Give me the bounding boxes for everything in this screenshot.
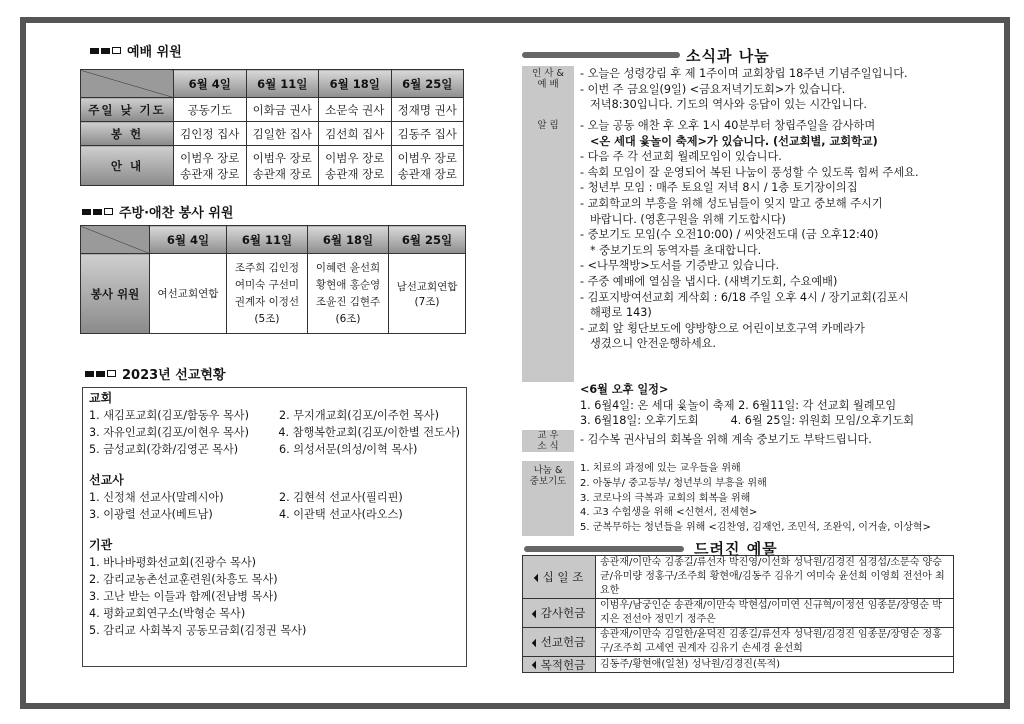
- list-item: 1. 신정채 선교사(말레시아): [89, 491, 224, 504]
- list-item: 4. 참행복한교회(김포/이한별 전도사): [278, 426, 460, 439]
- kitchen-header: 6월 11일: [226, 226, 307, 254]
- announce-text: - 오늘 공동 애찬 후 오후 1시 40분부터 창립주일을 감사하며 <온 세대 윷놀이 축제>가 있습니다. (선교회별, 교회학교) - 다음 주 각 선교회 월례모임이 있습니다. - 속회 모임이 잘 운영되어 복된 나눔이 풍성할 수 있도록 힘써 주세요. - 청년부 모임 : 매주 토요일 저녁 8시 / 1층 토기장이의집 - 교회학교의 부흥을 위해 성도님들이 잊지 말고 중보해 주시기 바랍니다. (영혼구원을 위해 기도합시다) - 중보기도 모임(수 오전10:00) / 씨앗전도대 (금 오후12:40) * 중보기도의 동역자를 초대합니다. - <나무책방>도서를 기증받고 있습니다. - 주중 예배에 열심을 냅시다. (새벽기도회, 수요예배) - 김포지방여선교회 게삭회 : 6/18 주일 오후 4시 / 장기교회(김포시 해평로 143) - 교회 앞 횡단보도에 양방향으로 어린이보호구역 카메라가 생겼으니 안전운행하세요.: [580, 119, 919, 351]
- worship-header: 6월 4일: [174, 70, 247, 98]
- kitchen-header: 6월 18일: [307, 226, 388, 254]
- kitchen-table: 6월 4일 6월 11일 6월 18일 6월 25일 봉사 위원 여선교회연합 조주희 김인정 여미숙 구선미 권계자 이정선 (5조) 이혜련 윤선희 황현애 홍순영 조윤진 김현주 (6조) 남선교회연합 (7조): [80, 225, 466, 334]
- title-bar: [524, 546, 684, 552]
- worship-section-title: 예배 위원: [90, 41, 182, 60]
- list-item: 5. 감리교 사회복지 공동모금회(김정권 목사): [89, 624, 307, 637]
- member-text: - 김수복 권사님의 회복을 위해 계속 중보기도 부탁드립니다.: [580, 433, 872, 446]
- mission-box: 교회 1. 새김포교회(김포/함동우 목사) 2. 무지개교회(김포/이주헌 목사) 3. 자유인교회(김포/이현우 목사) 4. 참행복한교회(김포/이한별 전도사) 5. 금성교회(강화/김영곤 목사) 6. 의성서문(의성/이혁 목사) 선교사 1. 신정채 선교사(말레시아) 2. 김현석 선교사(필리핀) 3. 이광렬 선교사(베트남) 4. 이관택 선교사(라오스) 기관 1. 바나바평화선교회(진광수 목사) 2. 감리교농촌선교훈련원(차흥도 목사) 3. 고난 받는 이들과 함께(전남병 목사) 4. 평화교회연구소(박형순 목사) 5. 감리교 사회복지 공동모금회(김정권 목사): [82, 387, 467, 667]
- news-section: [522, 66, 950, 538]
- list-item: 1. 바나바평화선교회(진광수 목사): [89, 556, 257, 569]
- label-prayer: 나눔 & 중보기도: [522, 461, 574, 536]
- row-label: 주일 낮 기도: [81, 98, 174, 122]
- list-item: 2. 무지개교회(김포/이주헌 목사): [279, 409, 439, 422]
- list-item: 2. 김현석 선교사(필리핀): [279, 491, 403, 504]
- list-item: 1. 새김포교회(김포/함동우 목사): [89, 409, 249, 422]
- list-item: 5. 금성교회(강화/김영곤 목사): [89, 443, 239, 456]
- bullet-icon: [532, 638, 540, 646]
- kitchen-header: 6월 25일: [389, 226, 466, 254]
- label-member: 교 우 소 식: [522, 430, 574, 452]
- worship-header: 6월 11일: [246, 70, 319, 98]
- section-marker-icon: [82, 208, 113, 215]
- bullet-icon: [532, 661, 540, 669]
- worship-header: 6월 25일: [391, 70, 464, 98]
- kitchen-header: 6월 4일: [150, 226, 227, 254]
- list-item: 4. 평화교회연구소(박형순 목사): [89, 607, 246, 620]
- worship-header: 6월 18일: [319, 70, 392, 98]
- section-marker-icon: [85, 370, 116, 377]
- row-label: 봉 헌: [81, 122, 174, 146]
- row-label: 봉사 위원: [81, 254, 150, 334]
- label-announce: 알 림: [537, 120, 559, 131]
- list-item: 6. 의성서문(의성/이혁 목사): [279, 443, 418, 456]
- section-marker-icon: [90, 47, 121, 54]
- bullet-icon: [532, 609, 540, 617]
- row-label: 안 내: [81, 146, 174, 186]
- schedule-text: <6월 오후 일정> 1. 6월4일: 온 세대 윷놀이 축제 2. 6월11일: 각 선교회 월례모임 3. 6월18일: 오후기도회 4. 6월 25일: 위원회 모임/오후기도회: [580, 383, 915, 428]
- welcome-text: - 오늘은 성령강림 후 제 1주이며 교회창립 18주년 기념주일입니다. - 이번 주 금요일(9일) <금요저녁기도회>가 있습니다. 저녁8:30입니다. 기도의 역사와 응답이 있는 시간입니다.: [580, 67, 908, 112]
- kitchen-section-title: 주방·애찬 봉사 위원: [82, 202, 233, 221]
- list-item: 2. 감리교농촌선교훈련원(차흥도 목사): [89, 573, 278, 586]
- label-welcome: 인 사 & 예 배: [532, 68, 564, 90]
- mission-section-title: 2023년 선교현황: [85, 364, 226, 383]
- list-item: 3. 고난 받는 이들과 함께(전남병 목사): [89, 590, 278, 603]
- worship-table: 6월 4일 6월 11일 6월 18일 6월 25일 주일 낮 기도 공동기도 이화금 권사 소문숙 권사 정재명 권사 봉 헌 김인정 집사 김일한 집사 김선희 집사 김동주 집사 안 내 이범우 장로 송관재 장로 이범우 장로 송관재 장로 이범우 장로 송관재 장로 이범우 장로 송관재 장로: [80, 69, 464, 186]
- offerings-title: 드려진 예물: [694, 540, 778, 558]
- list-item: 3. 자유인교회(김포/이현우 목사): [89, 426, 249, 439]
- prayer-text: 1. 치료의 과정에 있는 교우들을 위해 2. 아동부/ 중고등부/ 청년부의 부흥을 위해 3. 코로나의 극복과 교회의 회복을 위해 4. 고3 수험생을 위해 <신현서, 전세현> 5. 군복무하는 청년들을 위해 <김찬영, 김재언, 조민석, 조완익, 이거솔, 이상혁>: [580, 463, 931, 534]
- news-title: 소식과 나눔: [686, 47, 770, 65]
- offerings-table: 십 일 조 송관재/이만숙 김종길/류선자 박진영/이선화 성낙원/김경진 심경섭/소문숙 양승균/유미량 정홍구/조주희 황현애/김동주 김유기 여미숙 윤선희 이영희 전선아 최요한 감사헌금 이범우/남궁인순 송관재/이만숙 박현섭/이미연 신규혁/이정선 임종문/장영순 박지은 전선아 정민기 정주은 선교헌금 송관재/이만숙 김일한/윤덕진 김종길/류선자 성낙원/김경진 임종문/장영순 정홍구/조주희 고세연 권계자 김유기 손세경 윤선희 목적헌금 김동주/황현애(일천) 성낙원/김경진(목적): [522, 555, 954, 673]
- list-item: 3. 이광렬 선교사(베트남): [89, 508, 213, 521]
- list-item: 4. 이관택 선교사(라오스): [279, 508, 403, 521]
- title-bar: [522, 52, 680, 58]
- bullet-icon: [533, 573, 541, 581]
